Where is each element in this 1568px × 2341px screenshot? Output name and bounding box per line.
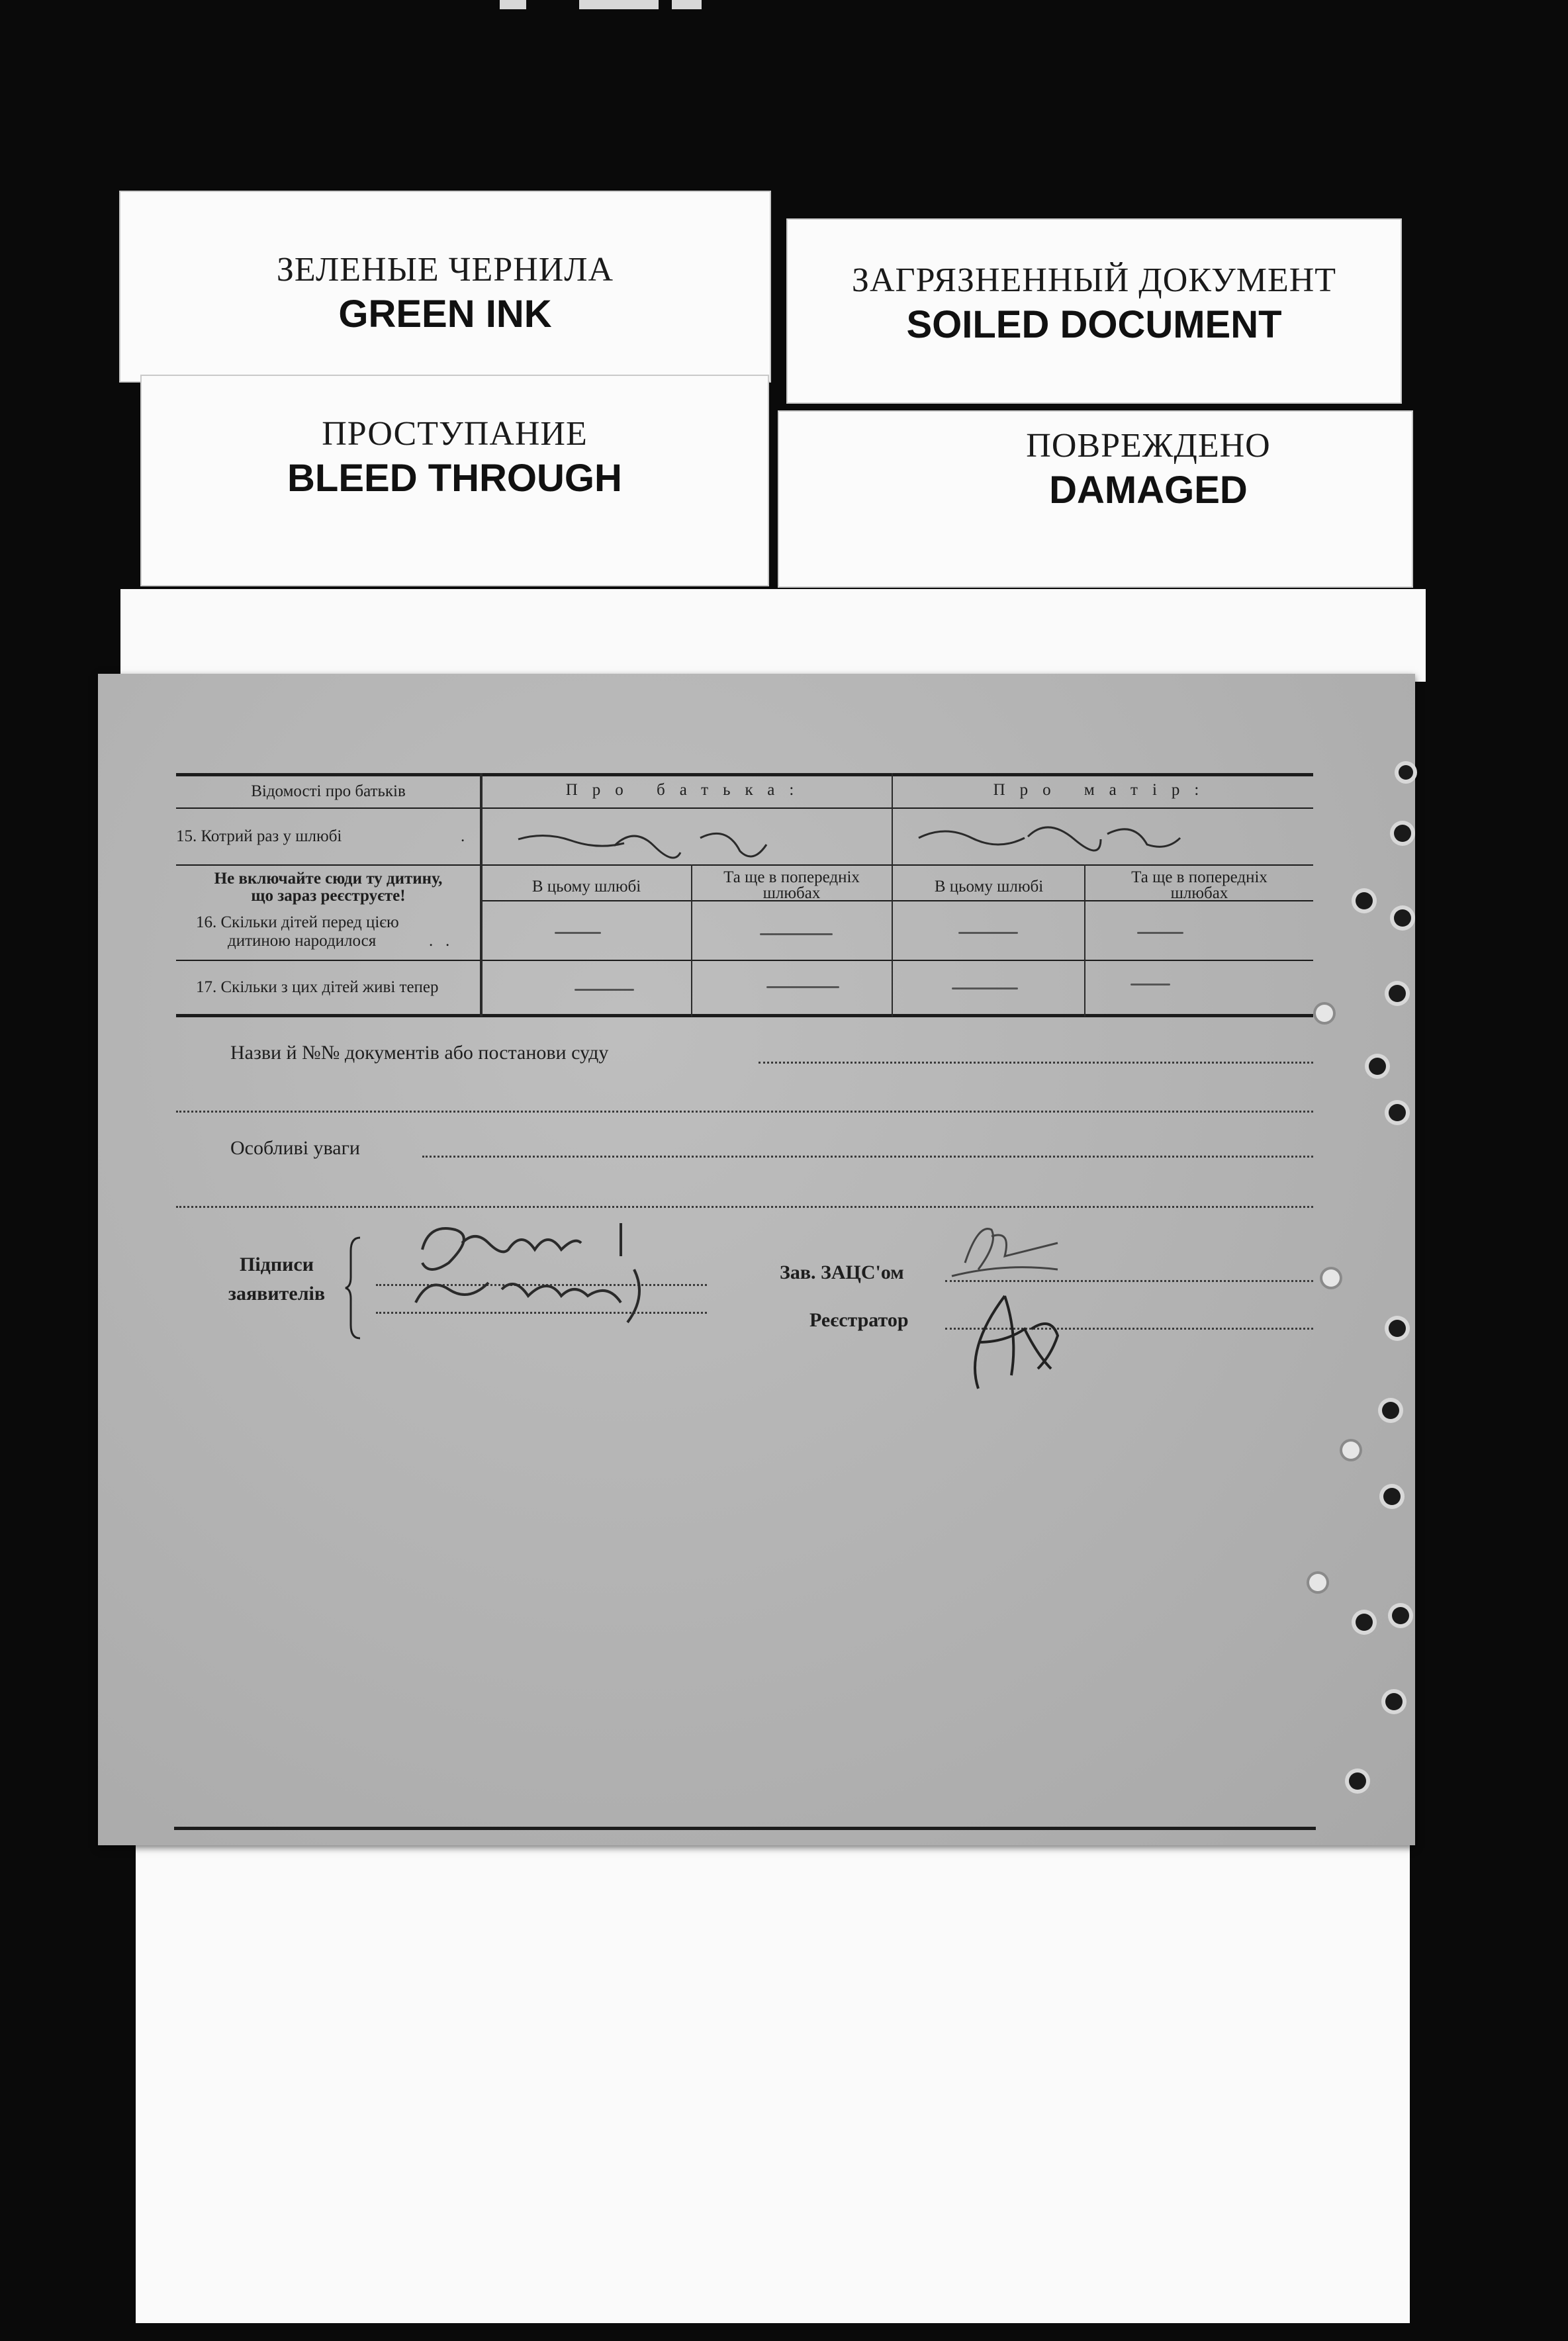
damage-hole <box>1392 1607 1409 1624</box>
damage-hole <box>1394 825 1411 842</box>
damage-hole <box>1389 985 1406 1002</box>
green-ink-ru: ЗЕЛЕНЫЕ ЧЕРНИЛА <box>276 251 614 289</box>
damaged-en: DAMAGED <box>1049 469 1248 512</box>
father-this-marriage: В цьому шлюбі <box>531 878 641 895</box>
row16-dots: . . <box>429 932 450 950</box>
table-top-rule <box>176 773 1313 776</box>
bleed-ru: ПРОСТУПАНИЕ <box>322 415 588 453</box>
damage-hole <box>1399 765 1413 780</box>
remarks-line <box>422 1156 1313 1158</box>
row15-mother-handwriting <box>915 814 1193 860</box>
damage-hole <box>1309 1574 1326 1591</box>
signatures-label-2: заявителів <box>228 1283 326 1305</box>
damage-hole <box>1385 1693 1403 1710</box>
documents-label: Назви й №№ документів або постанови суду <box>230 1042 609 1064</box>
top-edge-fragment <box>579 0 659 9</box>
row17-label: 17. Скільки з цих дітей живі тепер <box>196 978 439 996</box>
remarks-line-2 <box>176 1206 1313 1208</box>
header-mother: Про матір: <box>993 781 1214 799</box>
applicant-signatures <box>396 1203 714 1329</box>
damaged-card <box>778 410 1413 588</box>
damage-hole <box>1356 892 1373 909</box>
note-line1: Не включайте сюди ту дитину, <box>214 870 443 888</box>
father-prev-line1: Та ще в попередніх <box>723 868 860 886</box>
documents-line <box>759 1062 1313 1064</box>
damage-hole <box>1322 1269 1340 1287</box>
damage-hole <box>1316 1005 1333 1022</box>
remarks-label: Особливі уваги <box>230 1137 360 1159</box>
row16-line2: дитиною народилося <box>228 932 377 950</box>
table-vline <box>892 773 893 1017</box>
soiled-en: SOILED DOCUMENT <box>906 303 1282 346</box>
damage-hole <box>1383 1488 1401 1505</box>
documents-line-2 <box>176 1111 1313 1113</box>
damage-hole <box>1389 1320 1406 1337</box>
row15-father-handwriting <box>515 819 780 866</box>
green-ink-en: GREEN INK <box>338 293 552 336</box>
row16-mother-prev-dash <box>1137 932 1183 934</box>
damage-hole <box>1394 909 1411 927</box>
row16-mother-dash <box>958 932 1018 934</box>
green-ink-card <box>119 191 771 383</box>
damage-hole <box>1382 1402 1399 1419</box>
row16-father-prev-dash <box>760 933 833 935</box>
table-header-rule <box>176 807 1313 809</box>
backing-sheet-top <box>120 589 1426 682</box>
soiled-document-card <box>786 218 1402 404</box>
note-line2: що зараз реєструєте! <box>251 887 406 905</box>
row16-line1: 16. Скільки дітей перед цією <box>196 913 399 931</box>
official-signatures <box>925 1210 1124 1408</box>
damage-hole <box>1342 1442 1360 1459</box>
mother-this-marriage: В цьому шлюбі <box>934 878 1044 895</box>
damage-hole <box>1389 1104 1406 1121</box>
mother-prev-line2: шлюбах <box>1170 884 1228 902</box>
row15-label: 15. Котрий раз у шлюбі <box>176 827 342 845</box>
bleed-en: BLEED THROUGH <box>287 457 622 500</box>
mother-prev-line1: Та ще в попередніх <box>1131 868 1268 886</box>
row17-mother-prev-dash <box>1130 984 1170 986</box>
row17-father-prev-dash <box>766 986 839 988</box>
damage-hole <box>1356 1614 1373 1631</box>
soiled-ru: ЗАГРЯЗНЕННЫЙ ДОКУМЕНТ <box>851 261 1337 299</box>
top-edge-fragment <box>500 0 526 9</box>
backing-sheet-bottom <box>136 1827 1410 2323</box>
damage-hole <box>1369 1058 1386 1075</box>
table-bottom-rule <box>176 1014 1313 1017</box>
table-row16-rule <box>176 960 1313 961</box>
registrar-label: Реєстратор <box>809 1309 909 1331</box>
form-bottom-rule <box>174 1827 1316 1830</box>
damaged-ru: ПОВРЕЖДЕНО <box>1026 427 1271 465</box>
record-form <box>98 674 1415 1845</box>
head-label: Зав. ЗАЦС'ом <box>780 1262 904 1283</box>
header-col-label: Відомості про батьків <box>251 782 406 800</box>
row17-father-dash <box>575 989 634 991</box>
damage-hole <box>1349 1772 1366 1790</box>
row15-dot: . <box>461 827 465 845</box>
signatures-brace <box>344 1235 364 1341</box>
top-edge-fragment <box>672 0 702 9</box>
row16-father-dash <box>555 932 601 934</box>
father-prev-line2: шлюбах <box>762 884 821 902</box>
signatures-label-1: Підписи <box>239 1254 314 1275</box>
header-father: Про батька: <box>565 781 809 799</box>
bleed-through-card <box>140 375 769 586</box>
row17-mother-dash <box>952 987 1018 989</box>
